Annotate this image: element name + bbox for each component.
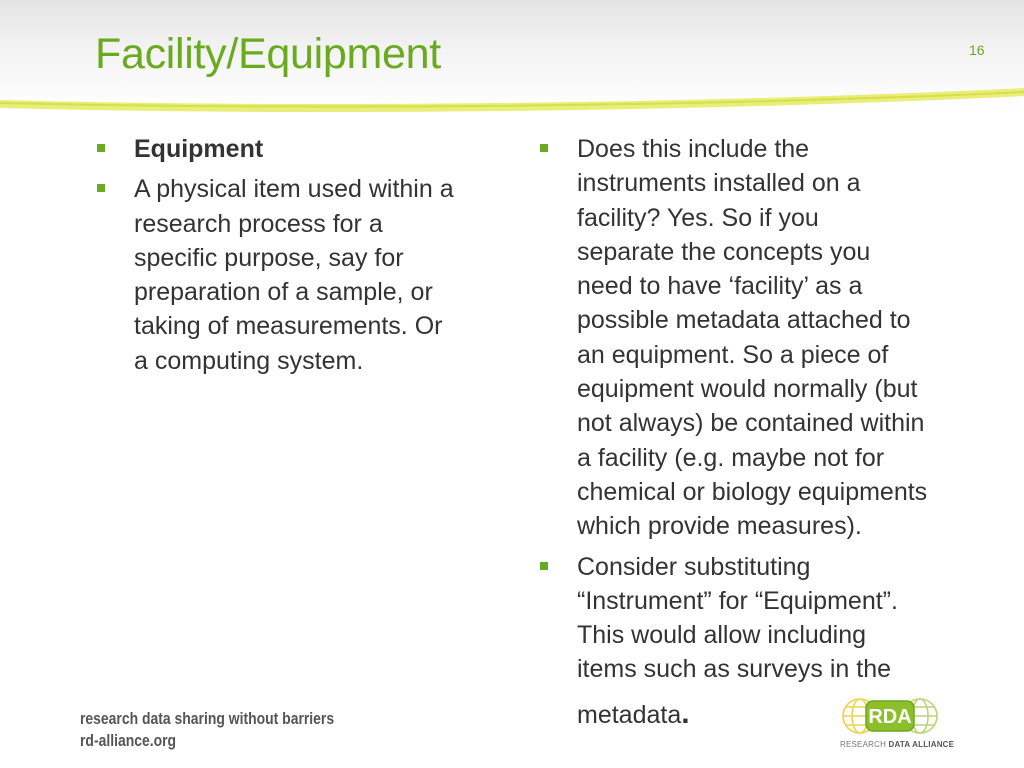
footer-tagline <box>80 708 334 752</box>
tagline-line-2: rd-alliance.org <box>80 731 177 750</box>
bullet-text-tail <box>577 697 690 732</box>
tail-punctuation: . <box>681 696 690 730</box>
accent-swoosh <box>0 78 1024 118</box>
rda-subtitle-bold: DATA ALLIANCE <box>888 740 955 749</box>
rda-badge-text: RDA <box>868 706 912 728</box>
square-bullet-icon <box>97 184 105 192</box>
rda-subtitle-plain: RESEARCH <box>840 740 889 749</box>
slide-number: 16 <box>969 42 985 58</box>
right-bullet-list <box>540 132 990 738</box>
bullet-text: Consider substituting “Instrument” for “Equipment”. This would allow including items such as surveys in the <box>577 552 898 684</box>
square-bullet-icon <box>540 144 548 152</box>
tail-word: metadata <box>577 700 682 729</box>
square-bullet-icon <box>97 144 105 152</box>
left-bullet-list <box>97 132 517 384</box>
bullet-item-equipment <box>97 132 517 166</box>
bullet-text: A physical item used within a research process for a specific purpose, say for preparation of a sample, or taking of measurements. Or a computing system. <box>134 175 454 375</box>
bullet-text: Does this include the instruments installed on a facility? Yes. So if you separate the concepts you need to have ‘facility’ as a possible metadata attached to an equipment. So a piece of equipment would normally (but not always) be contained within a facility (e.g. maybe not for chemical or biology equipments which provide measures). <box>577 135 928 541</box>
rda-subtitle <box>840 740 954 749</box>
slide-title: Facility/Equipment <box>95 30 441 78</box>
bullet-item-definition <box>97 172 517 378</box>
tagline-line-1: research data sharing without barriers <box>80 709 335 728</box>
bullet-text: Equipment <box>134 135 264 163</box>
bullet-item-question <box>540 132 990 544</box>
square-bullet-icon <box>540 562 548 570</box>
